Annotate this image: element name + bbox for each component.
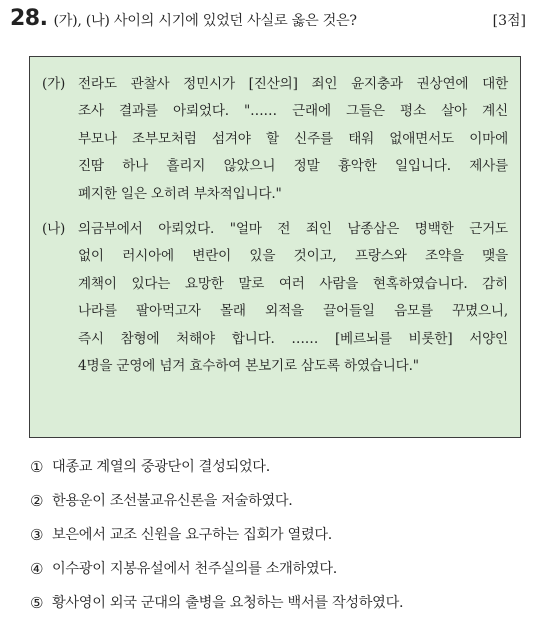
option-number: ③: [30, 526, 44, 544]
option-text: 대종교 계열의 중광단이 결성되었다.: [52, 459, 270, 475]
passage-line: 의금부에서 아뢰었다. "얼마 전 죄인 남종삼은 명백한 근거도: [78, 221, 508, 238]
option-number: ②: [30, 492, 44, 510]
source-box: [29, 56, 521, 438]
passage-line: 진땀 하나 흘리지 않았으니 정말 흉악한 일입니다. 제사를: [78, 158, 508, 175]
passage-line: 나라를 팔아먹고자 몰래 외적을 끌어들일 음모를 꾸몄으니,: [78, 303, 508, 320]
passage-label: (나): [42, 221, 66, 238]
passage-label: (가): [42, 76, 66, 92]
question-points: [3점]: [492, 13, 526, 29]
passage-line: 폐지한 일은 오히려 부차적입니다.": [78, 185, 282, 202]
option-text: 황사영이 외국 군대의 출병을 요청하는 백서를 작성하였다.: [52, 595, 404, 611]
question-text: (가), (나) 사이의 시기에 있었던 사실로 옳은 것은?: [53, 13, 357, 29]
answer-option-3[interactable]: [30, 518, 526, 552]
option-text: 보은에서 교조 신원을 요구하는 집회가 열렸다.: [52, 527, 332, 543]
answer-option-5[interactable]: [30, 586, 526, 620]
answer-option-4[interactable]: [30, 552, 526, 586]
passage-line: 부모나 조부모처럼 섬겨야 할 신주를 태워 없애면서도 이마에: [78, 130, 508, 147]
passage-line: 4명을 군영에 넘겨 효수하여 본보기로 삼도록 하였습니다.": [78, 358, 419, 375]
passage-body: [78, 216, 508, 380]
passage-line: 조사 결과를 아뢰었다. "…… 근래에 그들은 평소 살아 계신: [78, 103, 508, 120]
option-text: 한용운이 조선불교유신론을 저술하였다.: [52, 493, 293, 509]
answer-option-1[interactable]: [30, 450, 526, 484]
question-number: 28.: [10, 6, 48, 31]
passage-line: 계책이 있다는 요망한 말로 여러 사람을 현혹하였습니다. 감히: [78, 275, 508, 292]
passage-na: [42, 216, 508, 380]
option-number: ⑤: [30, 594, 44, 612]
answer-options: [30, 450, 526, 620]
passage-line: 전라도 관찰사 정민시가 [진산의] 죄인 윤지충과 권상연에 대한: [78, 76, 508, 92]
option-text: 이수광이 지봉유설에서 천주실의를 소개하였다.: [52, 561, 337, 577]
option-number: ①: [30, 458, 44, 476]
passage-ga: [42, 71, 508, 208]
passage-body: [78, 71, 508, 208]
option-number: ④: [30, 560, 44, 578]
passage-line: 없이 러시아에 변란이 있을 것이고, 프랑스와 조약을 맺을: [78, 248, 508, 265]
passage-line: 즉시 참형에 처해야 합니다. …… [베르뇌를 비롯한] 서양인: [78, 330, 508, 347]
question-header: [10, 6, 526, 32]
answer-option-2[interactable]: [30, 484, 526, 518]
